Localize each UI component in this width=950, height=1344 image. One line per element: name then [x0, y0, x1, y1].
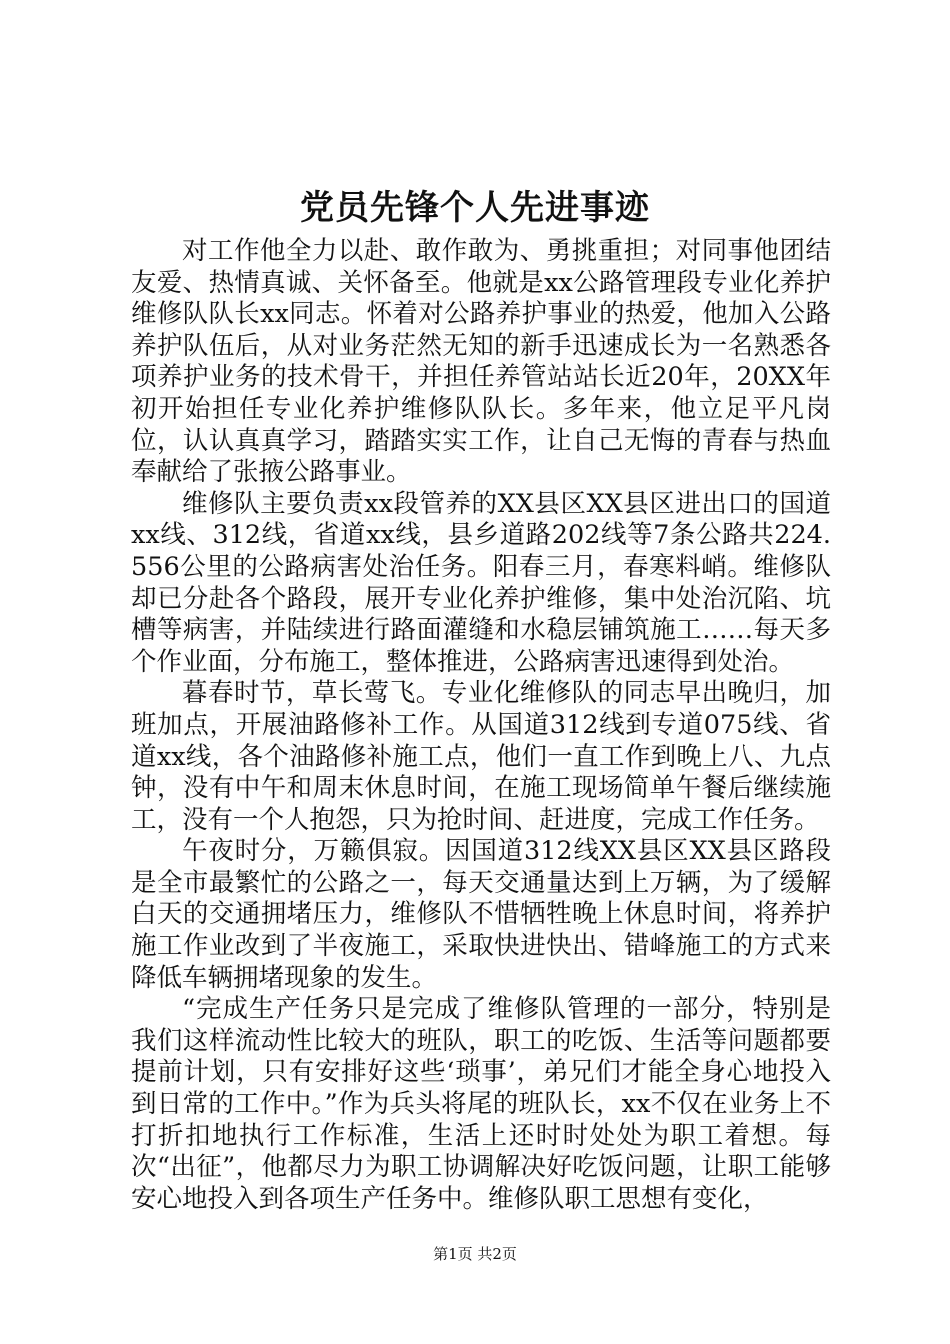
page-number-footer: 第1页 共2页	[433, 1245, 517, 1263]
document-body	[131, 236, 831, 1215]
paragraph: 午夜时分，万籁俱寂。因国道312线XX县区XX县区路段是全市最繁忙的公路之一，每天交通量达到上万辆，为了缓解白天的交通拥堵压力，维修队不惜牺牲晚上休息时间，将养护施工作业改到了半夜施工，采取快进快出、错峰施工的方式来降低车辆拥堵现象的发生。	[131, 836, 831, 993]
paragraph: 对工作他全力以赴、敢作敢为、勇挑重担；对同事他团结友爱、热情真诚、关怀备至。他就是xx公路管理段专业化养护维修队队长xx同志。怀着对公路养护事业的热爱，他加入公路养护队伍后，从对业务茫然无知的新手迅速成长为一名熟悉各项养护业务的技术骨干，并担任养管站站长近20年，20XX年初开始担任专业化养护维修队队长。多年来，他立足平凡岗位，认认真真学习，踏踏实实工作，让自己无悔的青春与热血奉献给了张掖公路事业。	[131, 236, 831, 488]
document-title: 党员先锋个人先进事迹	[300, 188, 650, 228]
paragraph: 维修队主要负责xx段管养的XX县区XX县区进出口的国道xx线、312线，省道xx线，县乡道路202线等7条公路共224.556公里的公路病害处治任务。阳春三月，春寒料峭。维修队却已分赴各个路段，展开专业化养护维修，集中处治沉陷、坑槽等病害，并陆续进行路面灌缝和水稳层铺筑施工……每天多个作业面，分布施工，整体推进，公路病害迅速得到处治。	[131, 488, 831, 677]
paragraph: 暮春时节，草长莺飞。专业化维修队的同志早出晚归，加班加点，开展油路修补工作。从国道312线到专道075线、省道xx线，各个油路修补施工点，他们一直工作到晚上八、九点钟，没有中午和周末休息时间，在施工现场简单午餐后继续施工，没有一个人抱怨，只为抢时间、赶进度，完成工作任务。	[131, 678, 831, 835]
paragraph: “完成生产任务只是完成了维修队管理的一部分，特别是我们这样流动性比较大的班队，职工的吃饭、生活等问题都要提前计划，只有安排好这些‘琐事’，弟兄们才能全身心地投入到日常的工作中。”作为兵头将尾的班队长，xx不仅在业务上不打折扣地执行工作标准，生活上还时时处处为职工着想。每次“出征”，他都尽力为职工协调解决好吃饭问题，让职工能够安心地投入到各项生产任务中。维修队职工思想有变化，	[131, 994, 831, 1214]
